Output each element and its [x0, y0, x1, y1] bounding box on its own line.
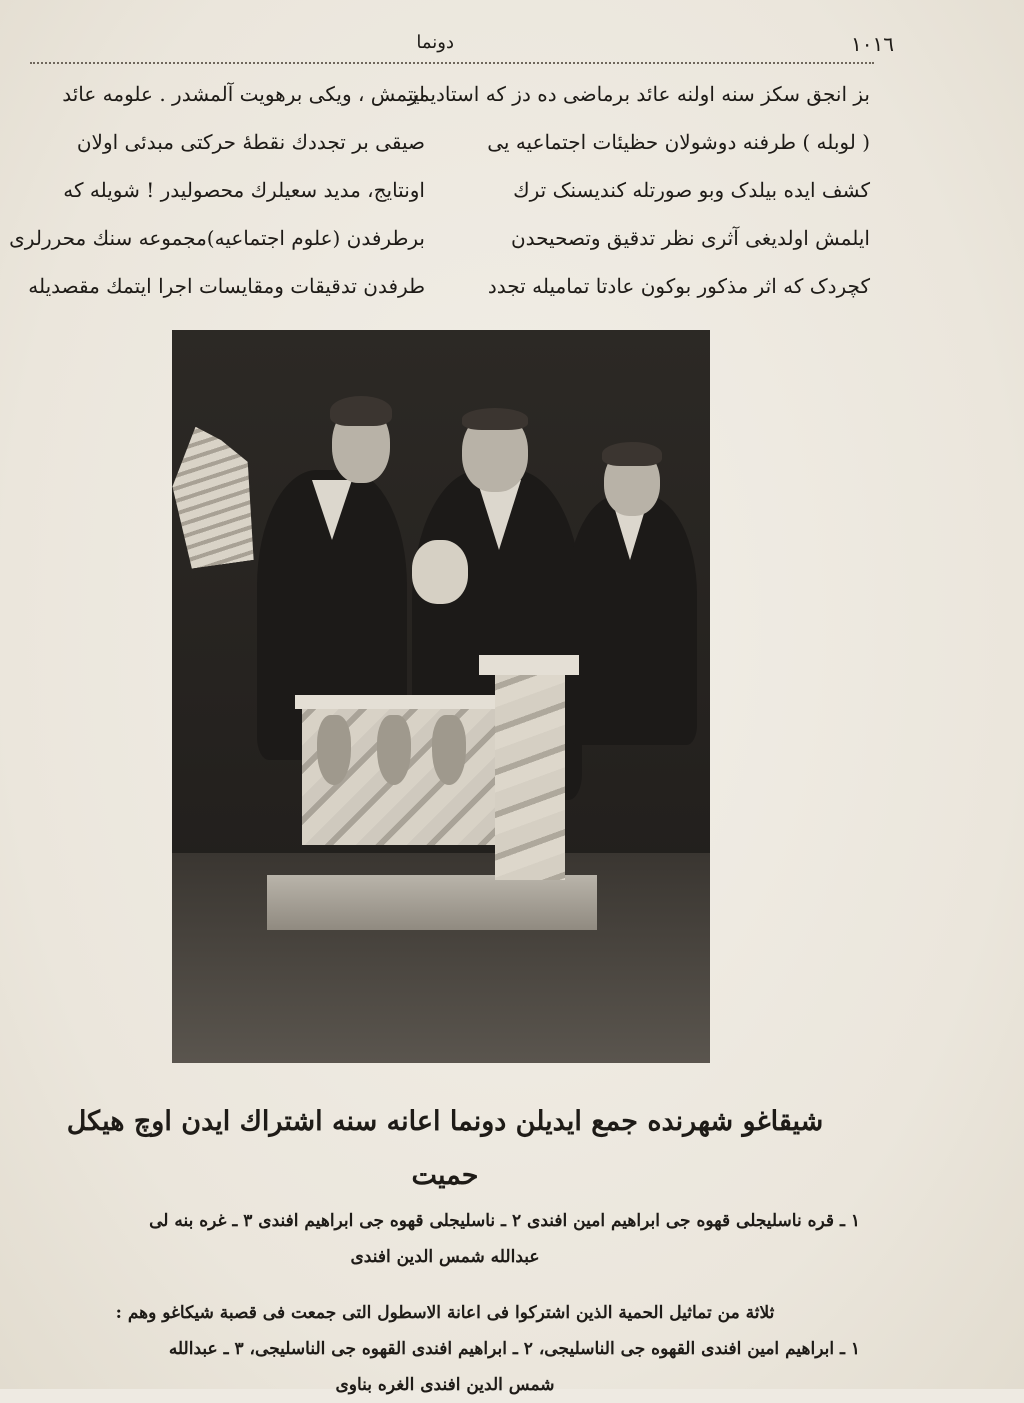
text-line: طرفدن تدقیقات ومقایسات اجرا ایتمك مقصدیله [28, 274, 425, 298]
text-column-left [9, 70, 425, 310]
text-line: صیقی بر تجددك نقطهٔ حرکتی مبدئی اولان [76, 130, 425, 154]
man-center-hair [462, 408, 528, 430]
monument-base [267, 875, 597, 930]
held-sculpture-left [165, 420, 262, 569]
group-photograph [172, 330, 710, 1063]
held-sculpture-center [412, 540, 468, 604]
caption-arabic-line: ١ ـ ابراهیم امین افندی القهوه جی الناسلیجی، ٢ ـ ابراهیم افندی القهوه جی الناسلیجی، ٣ ـ عبدالله [168, 1339, 860, 1359]
text-line: ایتمش ، ویکی برهویت آلمشدر . علومه عائد [62, 82, 425, 106]
monument-pillar [495, 665, 565, 880]
caption-ottoman-line: عبدالله شمس الدین افندی [350, 1247, 540, 1267]
page-header [30, 30, 894, 60]
text-line: کچردک که اثر مذکور بوکون عادتا تماميله تجدد [487, 274, 870, 298]
man-right-hair [602, 442, 662, 466]
monument-baluster [432, 715, 466, 785]
man-left-hair [330, 396, 392, 426]
text-line: اونتایج، مدید سعیلرك محصولیدر ! شویله که [63, 178, 425, 202]
text-line: بز انجق سکز سنه اولنه عائد برماضی ده دز که استادیمز [407, 82, 870, 106]
caption-ottoman-line: ١ ـ قره ناسلیجلی قهوه جی ابراهیم امین افندی ٢ ـ ناسلیجلی قهوه جی ابراهیم افندی ٣ ـ غره بنه لی [149, 1211, 860, 1231]
photo-caption [30, 1095, 860, 1403]
monument-baluster [377, 715, 411, 785]
marble-monument [267, 655, 587, 935]
caption-arabic-line: ثلاثة من تماثیل الحمیة الذین اشترکوا فی اعانة الاسطول التی جمعت فی قصبة شیکاغو وهم : [115, 1303, 775, 1323]
caption-arabic-block [30, 1295, 860, 1403]
monument-baluster [317, 715, 351, 785]
text-line: برطرفدن (علوم اجتماعیه)مجموعه سنك محررلری [9, 226, 425, 250]
monument-pillar-cap [479, 655, 579, 675]
text-line: ایلمش اولدیغی آثری نظر تدقیق وتصحیحدن [510, 226, 870, 250]
header-divider [30, 62, 874, 64]
caption-title: شیقاغو شهرنده جمع ایدیلن دونما اعانه سنه اشتراك ایدن اوچ هیکل حمیت [66, 1106, 824, 1191]
running-title: دونما [416, 32, 454, 53]
caption-arabic-line: شمس الدین افندی الغره بناوی [335, 1375, 555, 1395]
page-number: ١٠١٦ [851, 32, 894, 56]
monument-top-rail [295, 695, 501, 709]
text-line: کشف ایده بیلدک وبو صورتله کندیسنک ترك [513, 178, 870, 202]
text-columns [9, 70, 870, 310]
text-column-right [407, 70, 870, 310]
text-line: ( لوبله ) طرفنه دوشولان حظیئات اجتماعیه یی [487, 130, 870, 154]
